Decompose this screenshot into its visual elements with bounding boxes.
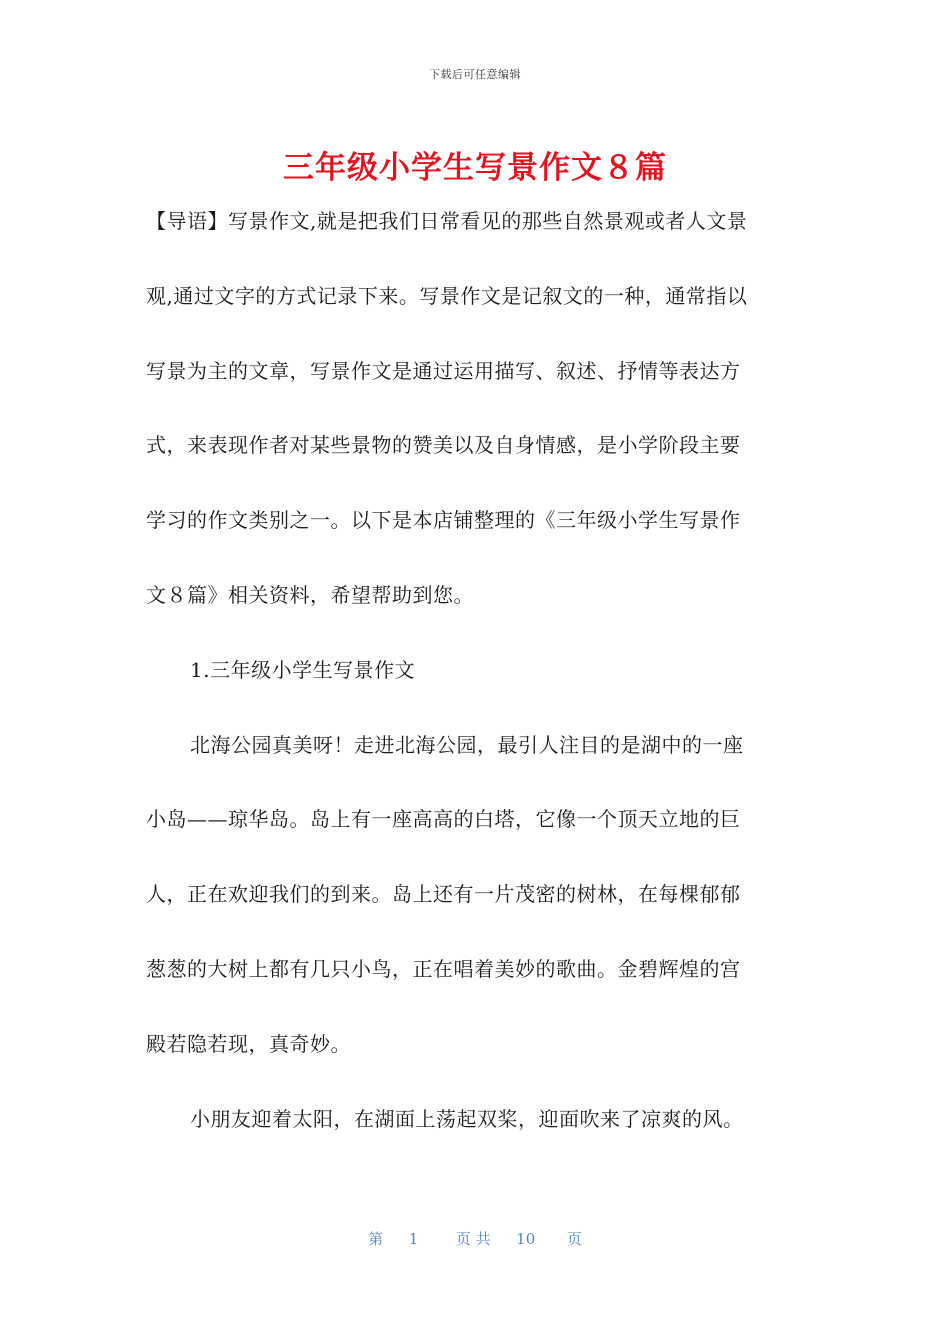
paragraph-line: 观,通过文字的方式记录下来。写景作文是记叙文的一种，通常指以 (146, 283, 748, 308)
paragraph-line: 北海公园真美呀！走进北海公园，最引人注目的是湖中的一座 (190, 732, 744, 757)
footer-page-total: 10 (516, 1230, 536, 1248)
header-note: 下载后可任意编辑 (429, 68, 521, 81)
document-body (146, 184, 808, 1156)
paragraph-line: 写景为主的文章，写景作文是通过运用描写、叙述、抒情等表达方 (146, 358, 741, 383)
paragraph-line: 人，正在欢迎我们的到来。岛上还有一片茂密的树林，在每棵郁郁 (146, 882, 741, 907)
paragraph-line: 式，来表现作者对某些景物的赞美以及自身情感，是小学阶段主要 (146, 433, 741, 458)
paragraph-line: 文８篇》相关资料，希望帮助到您。 (146, 582, 474, 607)
paragraph-line: 小岛——琼华岛。岛上有一座高高的白塔，它像一个顶天立地的巨 (146, 807, 741, 832)
footer-page-suffix: 页 (566, 1230, 582, 1248)
paragraph-line: 殿若隐若现，真奇妙。 (146, 1031, 351, 1056)
paragraph-line: 【导语】写景作文,就是把我们日常看见的那些自然景观或者人文景 (146, 209, 748, 233)
section-heading: 1.三年级小学生写景作文 (190, 657, 416, 682)
footer-page-mid: 页 共 (455, 1230, 491, 1248)
paragraph-line: 小朋友迎着太阳，在湖面上荡起双桨，迎面吹来了凉爽的风。 (190, 1106, 744, 1131)
paragraph-line: 学习的作文类别之一。以下是本店铺整理的《三年级小学生写景作 (146, 508, 741, 533)
paragraph-line: 葱葱的大树上都有几只小鸟，正在唱着美妙的歌曲。金碧辉煌的宫 (146, 956, 741, 981)
footer-page-prefix: 第 (368, 1230, 384, 1248)
document-title: 三年级小学生写景作文８篇 (283, 150, 667, 186)
page-footer (0, 1228, 950, 1249)
footer-page-current: 1 (408, 1230, 419, 1248)
